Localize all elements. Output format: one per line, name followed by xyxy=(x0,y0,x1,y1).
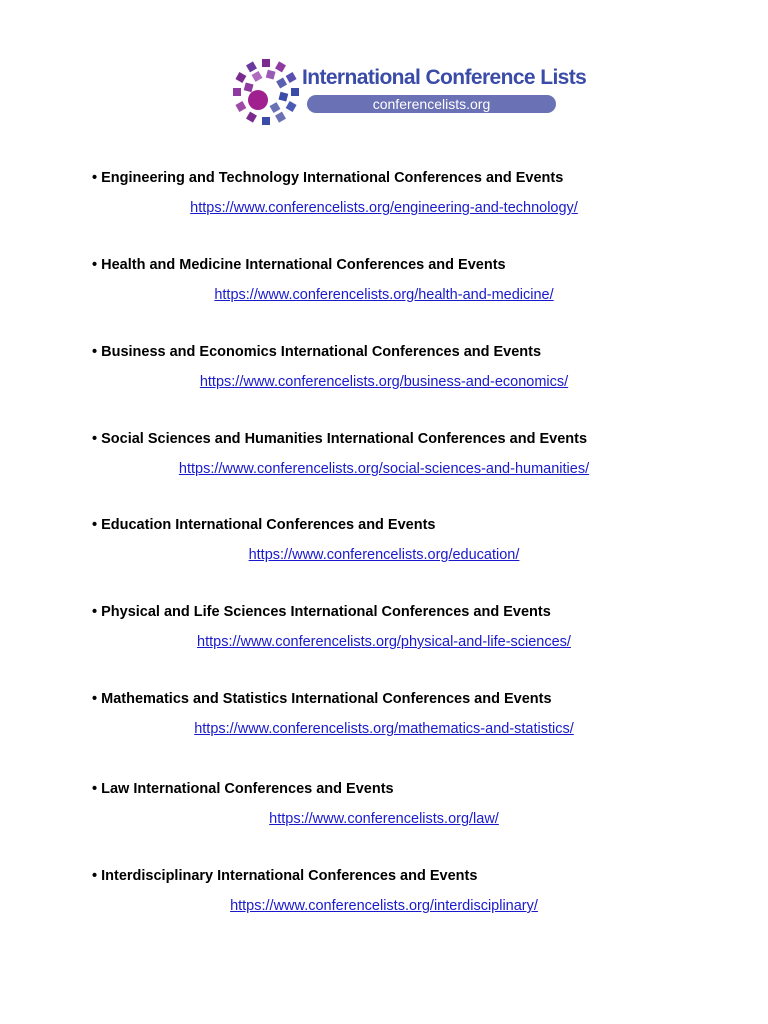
category-title xyxy=(92,603,551,621)
globe-logo-icon xyxy=(230,56,302,128)
category-title xyxy=(92,780,394,798)
bullet-icon: • xyxy=(92,170,98,186)
logo-title: International Conference Lists xyxy=(302,66,587,89)
category-link[interactable]: https://www.conferencelists.org/physical-and-life-sciences/ xyxy=(197,634,571,650)
category-title-text: Law International Conferences and Events xyxy=(101,781,394,797)
category-title-text: Business and Economics International Conferences and Events xyxy=(101,344,542,360)
bullet-icon: • xyxy=(92,691,98,707)
category-title-text: Interdisciplinary International Conferences and Events xyxy=(101,868,478,884)
logo-subtitle: conferencelists.org xyxy=(372,96,491,112)
category-title xyxy=(92,690,552,708)
category-link-row xyxy=(0,897,768,915)
category-link[interactable]: https://www.conferencelists.org/health-and-medicine/ xyxy=(214,287,554,303)
category-title-text: Social Sciences and Humanities International Conferences and Events xyxy=(101,431,588,447)
category-title xyxy=(92,867,477,885)
category-title-text: Education International Conferences and Events xyxy=(101,517,436,533)
category-link-row xyxy=(0,286,768,304)
bullet-icon: • xyxy=(92,517,98,533)
category-title xyxy=(92,169,563,187)
category-link[interactable]: https://www.conferencelists.org/interdisciplinary/ xyxy=(230,898,538,914)
category-title xyxy=(92,256,506,274)
logo-subtitle-pill xyxy=(307,95,556,113)
category-link[interactable]: https://www.conferencelists.org/law/ xyxy=(269,811,499,827)
bullet-icon: • xyxy=(92,604,98,620)
bullet-icon: • xyxy=(92,431,98,447)
category-title xyxy=(92,516,435,534)
category-title-text: Mathematics and Statistics International Conferences and Events xyxy=(101,691,552,707)
category-link-row xyxy=(0,199,768,217)
bullet-icon: • xyxy=(92,257,98,273)
category-link-row xyxy=(0,546,768,564)
category-link[interactable]: https://www.conferencelists.org/mathematics-and-statistics/ xyxy=(194,721,574,737)
bullet-icon: • xyxy=(92,781,98,797)
bullet-icon: • xyxy=(92,344,98,360)
category-link-row xyxy=(0,810,768,828)
category-link[interactable]: https://www.conferencelists.org/business-and-economics/ xyxy=(199,374,569,390)
category-link-row xyxy=(0,720,768,738)
category-title xyxy=(92,430,587,448)
category-link-row xyxy=(0,373,768,391)
category-link[interactable]: https://www.conferencelists.org/social-sciences-and-humanities/ xyxy=(178,461,590,477)
category-title-text: Health and Medicine International Conferences and Events xyxy=(101,257,506,273)
category-link-row xyxy=(0,460,768,478)
category-title xyxy=(92,343,541,361)
category-link-row xyxy=(0,633,768,651)
bullet-icon: • xyxy=(92,868,98,884)
category-link[interactable]: https://www.conferencelists.org/engineering-and-technology/ xyxy=(190,200,578,216)
category-title-text: Physical and Life Sciences International Conferences and Events xyxy=(101,604,551,620)
category-title-text: Engineering and Technology International Conferences and Events xyxy=(101,170,564,186)
site-logo xyxy=(230,56,587,128)
category-link[interactable]: https://www.conferencelists.org/education/ xyxy=(248,547,520,563)
